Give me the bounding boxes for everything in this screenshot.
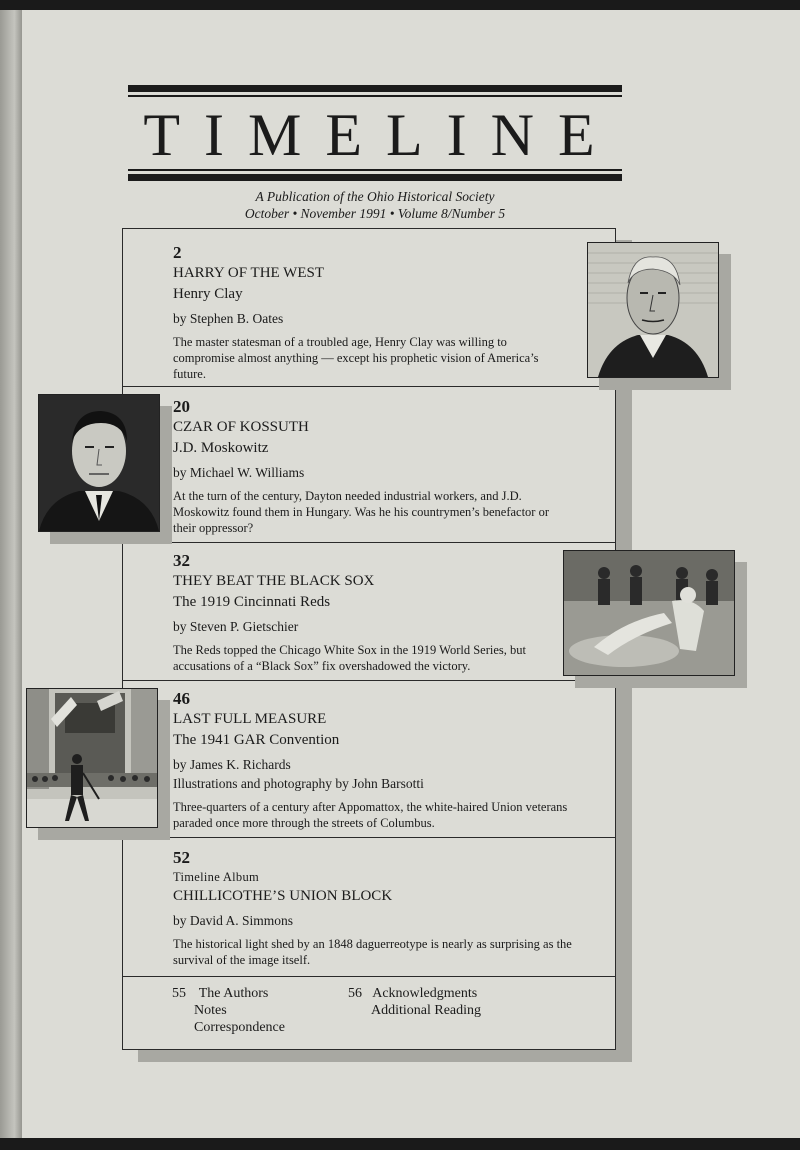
page-bottom-edge (0, 1138, 800, 1150)
masthead-bottom-thin-rule (128, 169, 622, 171)
page-number: 20 (173, 397, 190, 416)
article-description: The historical light shed by an 1848 daguerreotype is nearly as surprising as the survival of the image itself. (173, 937, 572, 967)
toc-entry[interactable] (123, 387, 615, 543)
article-description: At the turn of the century, Dayton needed industrial workers, and J.D. Moskowitz found them in Hungary. Was he his countrymen’s benefactor or their oppressor? (173, 489, 549, 535)
article-kicker: Timeline Album (173, 870, 260, 884)
baseball-image[interactable] (563, 550, 735, 676)
parade-image[interactable] (26, 688, 158, 828)
department-row[interactable] (172, 985, 285, 1002)
article-headline: CHILLICOTHE’S UNION BLOCK (173, 888, 393, 904)
article-description: Three-quarters of a century after Appomattox, the white-haired Union veterans paraded once more through the streets of Columbus. (173, 800, 568, 830)
article-byline: by Stephen B. Oates (173, 311, 284, 326)
article-byline: by James K. Richards (173, 757, 291, 772)
page-number: 2 (173, 243, 182, 262)
moskowitz-portrait-icon (39, 395, 159, 531)
department-item[interactable]: Notes (194, 1003, 227, 1018)
department-page: 55 (172, 986, 186, 1001)
article-byline: by David A. Simmons (173, 913, 294, 928)
department-item[interactable]: Additional Reading (371, 1003, 482, 1018)
toc-entry[interactable] (123, 838, 615, 977)
masthead-bottom-rule (128, 174, 622, 181)
parade-street-icon (27, 689, 157, 827)
magazine-title: TIMELINE (143, 102, 619, 168)
article-description: The Reds topped the Chicago White Sox in the 1919 World Series, but accusations of a “Black Sox” fix overshadowed the victory. (173, 643, 526, 673)
department-item: Acknowledgments (372, 986, 478, 1001)
table-of-contents (122, 228, 616, 1050)
facing-page-edge (0, 10, 24, 1138)
masthead-top-rule (128, 85, 622, 92)
department-item[interactable]: Correspondence (194, 1020, 285, 1035)
article-subtitle: Henry Clay (173, 286, 243, 302)
article-headline: CZAR OF KOSSUTH (173, 419, 309, 435)
page-number: 46 (173, 689, 190, 708)
article-description: The master statesman of a troubled age, Henry Clay was willing to compromise almost anything — except his prophetic vision of America’s future. (173, 335, 539, 381)
masthead (128, 85, 622, 181)
publisher-line: A Publication of the Ohio Historical Society (255, 189, 495, 204)
page-number: 52 (173, 848, 190, 867)
masthead-top-thin-rule (128, 95, 622, 97)
toc-entry[interactable] (123, 543, 615, 681)
article-headline: THEY BEAT THE BLACK SOX (173, 573, 375, 589)
departments-right (348, 985, 481, 1019)
department-row[interactable] (348, 985, 481, 1002)
toc-entry[interactable] (123, 681, 615, 838)
issue-line: October • November 1991 • Volume 8/Number 5 (244, 206, 506, 221)
article-subtitle: The 1919 Cincinnati Reds (173, 594, 331, 610)
toc-entry[interactable] (123, 229, 615, 387)
page-number: 32 (173, 551, 190, 570)
article-headline: HARRY OF THE WEST (173, 265, 324, 281)
article-byline: by Michael W. Williams (173, 465, 305, 480)
henry-clay-engraving-icon (588, 243, 718, 377)
department-item: The Authors (198, 986, 269, 1001)
article-headline: LAST FULL MEASURE (173, 711, 327, 727)
article-byline: by Steven P. Gietschier (173, 619, 299, 634)
baseball-slide-icon (564, 551, 734, 675)
moskowitz-image[interactable] (38, 394, 160, 532)
article-credit: Illustrations and photography by John Barsotti (173, 776, 424, 791)
article-subtitle: The 1941 GAR Convention (173, 732, 340, 748)
departments-left (172, 985, 285, 1036)
facing-page-text (2, 30, 22, 1130)
henry-clay-image[interactable] (587, 242, 719, 378)
department-page: 56 (348, 986, 362, 1001)
publication-info (128, 188, 622, 222)
article-subtitle: J.D. Moskowitz (173, 440, 269, 456)
